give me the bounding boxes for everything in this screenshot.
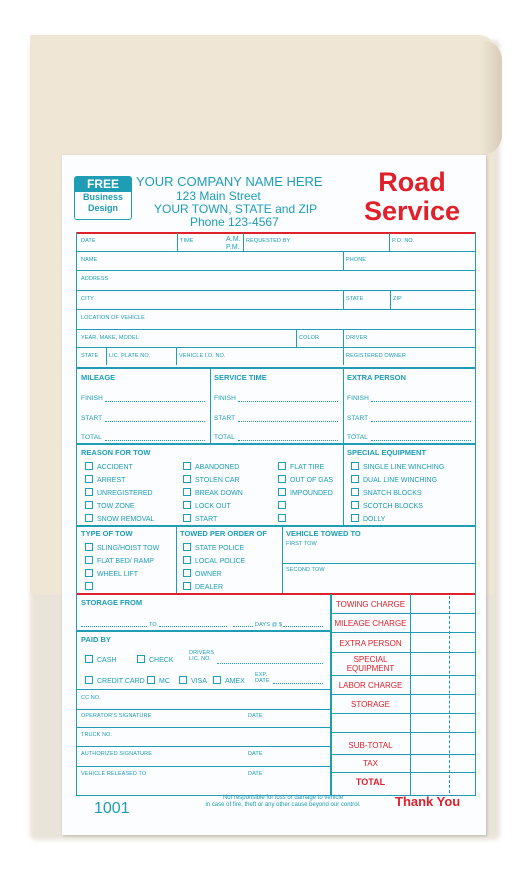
rule (331, 754, 475, 755)
divider (106, 347, 107, 365)
form-number: 1001 (94, 800, 130, 817)
service-finish-line[interactable] (238, 401, 338, 402)
divider (389, 233, 390, 251)
badge-line2: Design (87, 203, 118, 213)
storage-rate-line[interactable] (283, 626, 323, 627)
special-scotch-blocks[interactable]: SCOTCH BLOCKS (351, 501, 423, 510)
charge-towing: TOWING CHARGE (335, 600, 406, 609)
state-label: STATE (346, 296, 364, 302)
storage-to-line[interactable] (159, 626, 227, 627)
divider (176, 525, 177, 593)
page-curl (480, 40, 502, 155)
rule (77, 309, 475, 310)
mileage-total: TOTAL (81, 434, 102, 441)
tow-sling[interactable]: SLING/HOIST TOW (85, 543, 159, 552)
special-dolly[interactable]: DOLLY (351, 514, 385, 523)
charge-tax: TAX (363, 759, 378, 768)
badge-free: FREE (75, 177, 131, 192)
paid-visa[interactable]: VISA (179, 676, 207, 685)
divider (343, 290, 344, 309)
rule (331, 694, 475, 695)
rule (77, 709, 330, 710)
charge-subtotal: SUB-TOTAL (348, 741, 393, 750)
per-dealer[interactable]: DEALER (183, 582, 223, 591)
title-service: Service (363, 196, 461, 226)
time-label: TIME (180, 238, 194, 244)
divider (296, 329, 297, 347)
extra-finish-line[interactable] (371, 401, 471, 402)
divider (390, 290, 391, 309)
rule (77, 251, 475, 252)
rule (77, 270, 475, 271)
extra-total: TOTAL (347, 434, 368, 441)
po-label: P.O. NO. (392, 238, 415, 244)
paid-cash[interactable]: CASH (85, 655, 116, 664)
per-state-police[interactable]: STATE POLICE (183, 543, 244, 552)
authorized-date-label: DATE (248, 751, 263, 757)
per-local-police[interactable]: LOCAL POLICE (183, 556, 245, 565)
extra-start-line[interactable] (371, 421, 471, 422)
divider (343, 347, 344, 365)
mileage-start-line[interactable] (105, 421, 205, 422)
am-label: A.M. (226, 236, 241, 243)
pm-label: P.M. (226, 244, 240, 251)
rule (282, 563, 475, 564)
mid-red-rule (77, 593, 475, 595)
color-label: COLOR (299, 335, 320, 341)
disclaimer (188, 795, 378, 809)
mileage-finish-line[interactable] (105, 401, 205, 402)
towed-to-title: VEHICLE TOWED TO (286, 529, 361, 538)
rule (77, 746, 330, 747)
rule (77, 290, 475, 291)
rule (331, 675, 475, 676)
paid-amex[interactable]: AMEX (213, 676, 245, 685)
cc-no-label: CC NO. (81, 695, 101, 701)
vin-label: VEHICLE I.D. NO. (179, 353, 226, 359)
divider (210, 367, 211, 443)
address-label: ADDRESS (81, 276, 109, 282)
drivers-lic-line[interactable] (217, 663, 323, 664)
extra-finish: FINISH (347, 395, 369, 402)
rule (331, 772, 475, 773)
reason-arrest[interactable]: ARREST (85, 475, 125, 484)
form-title (352, 168, 472, 226)
storage-from-line[interactable] (81, 626, 147, 627)
authorized-sig-label: AUTHORIZED SIGNATURE (81, 751, 152, 757)
paid-title: PAID BY (81, 635, 111, 644)
reason-title: REASON FOR TOW (81, 448, 151, 457)
service-total-line[interactable] (238, 440, 338, 441)
divider (177, 233, 178, 251)
location-label: LOCATION OF VEHICLE (81, 315, 145, 321)
reason-blank-1[interactable] (278, 501, 290, 510)
reason-unregistered[interactable]: UNREGISTERED (85, 488, 153, 497)
disclaimer-line2: in case of fire, theft or any other cause beyond our control. (205, 802, 361, 808)
drivers-lic-label: DRIVERS LIC. NO. (189, 650, 215, 662)
charge-storage: STORAGE (351, 700, 390, 709)
reason-impounded[interactable]: IMPOUNDED (278, 488, 333, 497)
rule (77, 443, 475, 445)
name-label: NAME (81, 257, 98, 263)
rule (331, 632, 475, 633)
paid-check[interactable]: CHECK (137, 655, 174, 664)
paid-mc[interactable]: MC (147, 676, 170, 685)
exp-date-line[interactable] (273, 683, 323, 684)
reason-abandoned[interactable]: ABANDONED (183, 462, 239, 471)
tow-flatbed[interactable]: FLAT BED/ RAMP (85, 556, 154, 565)
paid-credit[interactable]: CREDIT CARD (85, 676, 145, 685)
reason-start[interactable]: START (183, 514, 217, 523)
service-finish: FINISH (214, 395, 236, 402)
company-phone: Phone 123-4567 (190, 215, 279, 229)
tow-wheel-lift[interactable]: WHEEL LIFT (85, 569, 138, 578)
extra-person-title: EXTRA PERSON (347, 373, 406, 382)
divider (282, 525, 283, 593)
storage-days-line[interactable] (233, 626, 253, 627)
mileage-title: MILEAGE (81, 373, 116, 382)
service-total: TOTAL (214, 434, 235, 441)
rule (331, 732, 475, 733)
reason-lock-out[interactable]: LOCK OUT (183, 501, 231, 510)
reason-out-of-gas[interactable]: OUT OF GAS (278, 475, 333, 484)
title-road: Road (378, 167, 446, 197)
rule (331, 713, 475, 714)
divider (176, 347, 177, 365)
owner-label: REGISTERED OWNER (346, 353, 406, 359)
rule (77, 367, 475, 369)
per-owner[interactable]: OWNER (183, 569, 222, 578)
form-frame (76, 232, 476, 796)
service-start: START (214, 415, 236, 422)
top-red-rule (77, 232, 475, 234)
phone-label: PHONE (346, 257, 367, 263)
service-start-line[interactable] (238, 421, 338, 422)
tow-blank[interactable] (85, 582, 97, 591)
service-time-title: SERVICE TIME (214, 373, 267, 382)
mileage-finish: FINISH (81, 395, 103, 402)
divider (343, 443, 344, 525)
thank-you: Thank You (395, 794, 461, 809)
special-snatch-blocks[interactable]: SNATCH BLOCKS (351, 488, 422, 497)
state2-label: STATE (81, 353, 99, 359)
company-street: 123 Main Street (176, 189, 261, 203)
operator-date-label: DATE (248, 713, 263, 719)
extra-start: START (347, 415, 369, 422)
operator-sig-label: OPERATOR'S SIGNATURE (81, 713, 152, 719)
badge-line1: Business (82, 192, 124, 202)
reason-break-down[interactable]: BREAK DOWN (183, 488, 243, 497)
charge-labor: LABOR CHARGE (338, 681, 403, 690)
reason-tow-zone[interactable]: TOW ZONE (85, 501, 135, 510)
plate-label: LIC. PLATE NO. (109, 353, 151, 359)
exp-date-label: EXP. DATE (255, 672, 270, 684)
type-of-tow-title: TYPE OF TOW (81, 529, 133, 538)
second-tow-label: SECOND TOW (286, 567, 325, 573)
mileage-start: START (81, 415, 103, 422)
truck-no-label: TRUCK NO. (81, 732, 113, 738)
divider (343, 367, 344, 443)
rule (77, 347, 475, 348)
divider (343, 329, 344, 347)
reason-accident[interactable]: ACCIDENT (85, 462, 133, 471)
rule (77, 766, 330, 767)
requested-by-label: REQUESTED BY (246, 238, 291, 244)
special-dual-line[interactable]: DUAL LINE WINCHING (351, 475, 437, 484)
released-date-label: DATE (248, 771, 263, 777)
rule (77, 525, 475, 527)
city-label: CITY (81, 296, 94, 302)
rule (77, 630, 330, 632)
charge-equipment: EQUIPMENT (346, 664, 395, 673)
reason-flat-tire[interactable]: FLAT TIRE (278, 462, 324, 471)
company-name: YOUR COMPANY NAME HERE (136, 174, 323, 189)
divider (243, 233, 244, 251)
charge-extra-person: EXTRA PERSON (339, 639, 402, 648)
reason-stolen-car[interactable]: STOLEN CAR (183, 475, 240, 484)
special-title: SPECIAL EQUIPMENT (347, 448, 427, 457)
free-business-design-badge (74, 176, 132, 220)
storage-to-label: TO (149, 622, 157, 628)
special-single-line[interactable]: SINGLE LINE WINCHING (351, 462, 444, 471)
storage-days-label: DAYS @ $ (255, 622, 283, 628)
reason-blank-2[interactable] (278, 514, 290, 523)
charge-mileage: MILEAGE CHARGE (334, 619, 407, 628)
towed-per-title: TOWED PER ORDER OF (180, 529, 267, 538)
zip-label: ZIP (393, 296, 402, 302)
ymm-label: YEAR, MAKE, MODEL (81, 335, 139, 341)
mileage-total-line[interactable] (105, 440, 205, 441)
company-city: YOUR TOWN, STATE and ZIP (154, 202, 318, 216)
extra-total-line[interactable] (371, 440, 471, 441)
rule (77, 689, 330, 690)
rule (77, 727, 330, 728)
rule (331, 652, 475, 653)
date-label: DATE (81, 238, 96, 244)
divider (343, 251, 344, 270)
disclaimer-line1: Not responsible for loss or damage to vehicle (222, 795, 344, 801)
rule (77, 329, 475, 330)
first-tow-label: FIRST TOW (286, 541, 317, 547)
charge-special: SPECIAL (353, 655, 388, 664)
driver-label: DRIVER (346, 335, 368, 341)
released-label: VEHICLE RELEASED TO (81, 771, 147, 777)
storage-title: STORAGE FROM (81, 598, 143, 607)
rule (331, 613, 475, 614)
reason-snow-removal[interactable]: SNOW REMOVAL (85, 514, 154, 523)
charge-total: TOTAL (355, 777, 386, 787)
